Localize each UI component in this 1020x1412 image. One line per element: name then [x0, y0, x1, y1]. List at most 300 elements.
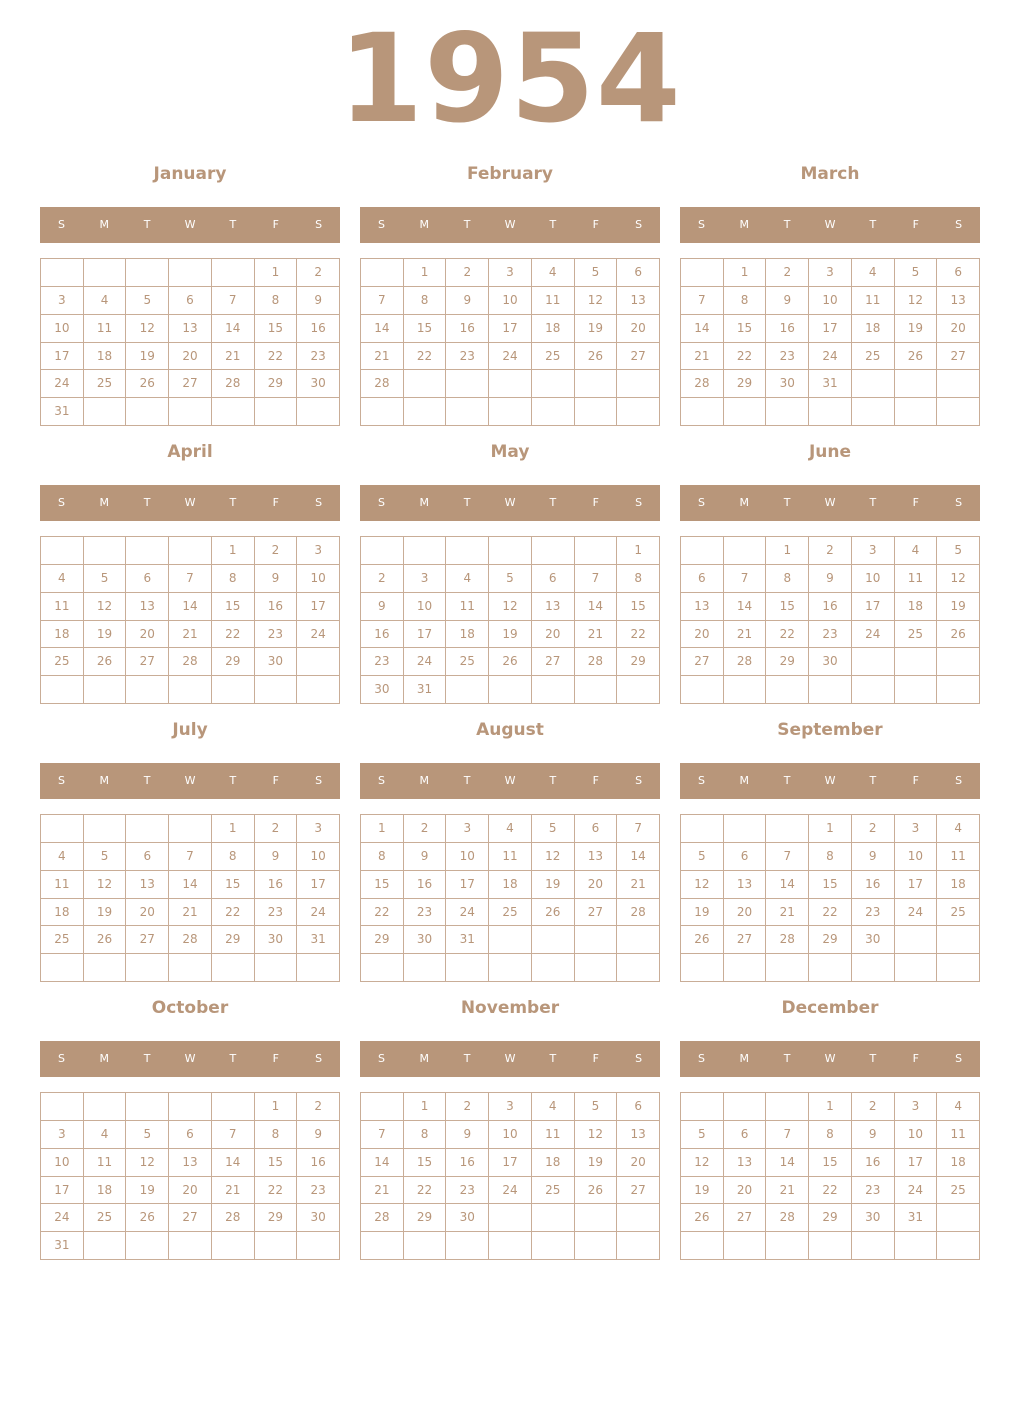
empty-day-cell [809, 954, 852, 982]
day-cell: 23 [852, 1177, 895, 1205]
weekday-label: W [504, 774, 516, 787]
day-cell: 27 [724, 1204, 767, 1232]
empty-day-cell [361, 537, 404, 565]
day-cell: 13 [532, 593, 575, 621]
weekday-label: S [377, 496, 385, 509]
day-cell: 25 [895, 621, 938, 649]
day-cell: 25 [532, 343, 575, 371]
weekday-label: T [229, 218, 237, 231]
empty-day-cell [895, 648, 938, 676]
empty-day-cell [489, 370, 532, 398]
day-cell: 16 [297, 1149, 340, 1177]
weekday-label: T [463, 774, 471, 787]
weekday-label: T [143, 218, 151, 231]
empty-day-cell [575, 370, 618, 398]
weekday-label: M [739, 774, 750, 787]
weekday-label: S [315, 218, 323, 231]
day-cell: 6 [126, 565, 169, 593]
day-cell: 12 [84, 871, 127, 899]
day-cell: 9 [446, 287, 489, 315]
day-cell: 17 [297, 871, 340, 899]
empty-day-cell [895, 676, 938, 704]
day-cell: 16 [297, 315, 340, 343]
day-cell: 26 [84, 648, 127, 676]
empty-day-cell [404, 398, 447, 426]
day-cell: 20 [681, 621, 724, 649]
day-cell: 3 [297, 815, 340, 843]
day-cell: 15 [724, 315, 767, 343]
weekday-label: F [592, 496, 599, 509]
day-cell: 14 [169, 593, 212, 621]
weekday-header [40, 207, 340, 243]
day-cell: 1 [404, 1093, 447, 1121]
day-cell: 26 [532, 899, 575, 927]
weekday-label: T [783, 218, 791, 231]
day-cell: 22 [212, 899, 255, 927]
day-cell: 27 [724, 926, 767, 954]
weekday-header [680, 1041, 980, 1077]
day-cell: 17 [895, 871, 938, 899]
day-cell: 3 [297, 537, 340, 565]
day-cell: 24 [895, 899, 938, 927]
day-cell: 28 [575, 648, 618, 676]
day-cell: 15 [809, 871, 852, 899]
day-cell: 13 [937, 287, 980, 315]
day-cell: 8 [212, 565, 255, 593]
day-cell: 8 [255, 1121, 298, 1149]
empty-day-cell [766, 676, 809, 704]
month-may [360, 428, 660, 704]
day-cell: 4 [41, 565, 84, 593]
weekday-label: T [143, 496, 151, 509]
day-cell: 21 [766, 1177, 809, 1205]
empty-day-cell [575, 954, 618, 982]
day-cell: 14 [681, 315, 724, 343]
empty-day-cell [575, 1232, 618, 1260]
empty-day-cell [681, 676, 724, 704]
day-cell: 9 [766, 287, 809, 315]
day-cell: 8 [809, 1121, 852, 1149]
day-cell: 19 [937, 593, 980, 621]
weekday-label: W [504, 496, 516, 509]
empty-day-cell [361, 954, 404, 982]
day-cell: 18 [937, 871, 980, 899]
day-cell: 12 [575, 1121, 618, 1149]
empty-day-cell [617, 398, 660, 426]
day-cell: 7 [361, 287, 404, 315]
day-cell: 18 [489, 871, 532, 899]
empty-day-cell [126, 954, 169, 982]
empty-day-cell [724, 1093, 767, 1121]
empty-day-cell [41, 537, 84, 565]
day-cell: 10 [446, 843, 489, 871]
day-cell: 13 [169, 1149, 212, 1177]
month-december [680, 984, 980, 1260]
month-name: June [808, 442, 852, 462]
empty-day-cell [489, 676, 532, 704]
day-cell: 15 [404, 1149, 447, 1177]
empty-day-cell [532, 370, 575, 398]
weekday-label: T [229, 496, 237, 509]
day-cell: 1 [617, 537, 660, 565]
day-cell: 30 [809, 648, 852, 676]
day-cell: 20 [575, 871, 618, 899]
empty-day-cell [937, 370, 980, 398]
day-cell: 29 [724, 370, 767, 398]
day-cell: 10 [489, 1121, 532, 1149]
empty-day-cell [84, 537, 127, 565]
empty-day-cell [724, 676, 767, 704]
day-cell: 17 [446, 871, 489, 899]
day-cell: 2 [446, 259, 489, 287]
day-cell: 11 [84, 315, 127, 343]
month-name: April [167, 442, 213, 462]
day-cell: 24 [41, 370, 84, 398]
day-cell: 28 [681, 370, 724, 398]
day-cell: 8 [404, 1121, 447, 1149]
empty-day-cell [937, 398, 980, 426]
month-march [680, 150, 980, 426]
day-cell: 4 [41, 843, 84, 871]
empty-day-cell [766, 398, 809, 426]
day-cell: 31 [895, 1204, 938, 1232]
day-cell: 12 [895, 287, 938, 315]
day-cell: 8 [361, 843, 404, 871]
day-cell: 13 [724, 1149, 767, 1177]
weekday-label: T [549, 774, 557, 787]
day-cell: 16 [446, 315, 489, 343]
empty-day-cell [255, 676, 298, 704]
day-cell: 12 [126, 315, 169, 343]
weekday-label: F [272, 496, 279, 509]
day-cell: 17 [297, 593, 340, 621]
empty-day-cell [575, 537, 618, 565]
day-cell: 7 [766, 843, 809, 871]
empty-day-cell [84, 815, 127, 843]
empty-day-cell [169, 537, 212, 565]
day-cell: 13 [617, 287, 660, 315]
weekday-label: F [272, 774, 279, 787]
weekday-label: T [549, 1052, 557, 1065]
day-cell: 13 [126, 871, 169, 899]
day-cell: 24 [297, 899, 340, 927]
day-cell: 1 [255, 259, 298, 287]
day-cell: 9 [297, 287, 340, 315]
empty-day-cell [84, 676, 127, 704]
empty-day-cell [255, 398, 298, 426]
weekday-label: T [869, 1052, 877, 1065]
day-cell: 23 [297, 343, 340, 371]
empty-day-cell [169, 259, 212, 287]
weekday-label: W [184, 1052, 196, 1065]
day-cell: 17 [852, 593, 895, 621]
month-name: January [153, 164, 227, 184]
day-cell: 22 [617, 621, 660, 649]
day-cell: 5 [84, 565, 127, 593]
empty-day-cell [766, 1093, 809, 1121]
day-cell: 6 [126, 843, 169, 871]
weekday-label: M [739, 496, 750, 509]
day-cell: 21 [766, 899, 809, 927]
day-cell: 12 [937, 565, 980, 593]
empty-day-cell [446, 676, 489, 704]
weekday-label: M [99, 496, 110, 509]
day-cell: 19 [681, 899, 724, 927]
day-grid [360, 258, 660, 426]
month-january [40, 150, 340, 426]
day-cell: 30 [766, 370, 809, 398]
day-cell: 2 [255, 537, 298, 565]
day-cell: 17 [41, 343, 84, 371]
day-cell: 29 [809, 1204, 852, 1232]
day-cell: 8 [404, 287, 447, 315]
empty-day-cell [404, 537, 447, 565]
day-cell: 25 [41, 926, 84, 954]
day-grid [360, 1092, 660, 1260]
day-cell: 23 [852, 899, 895, 927]
empty-day-cell [809, 398, 852, 426]
day-cell: 28 [169, 648, 212, 676]
day-cell: 7 [681, 287, 724, 315]
day-cell: 4 [84, 1121, 127, 1149]
day-cell: 13 [169, 315, 212, 343]
empty-day-cell [84, 398, 127, 426]
day-cell: 15 [212, 871, 255, 899]
day-cell: 31 [41, 398, 84, 426]
weekday-label: S [635, 496, 643, 509]
weekday-label: T [229, 1052, 237, 1065]
day-cell: 21 [361, 343, 404, 371]
day-cell: 18 [895, 593, 938, 621]
day-cell: 26 [126, 370, 169, 398]
day-grid [40, 1092, 340, 1260]
day-cell: 31 [809, 370, 852, 398]
day-cell: 24 [809, 343, 852, 371]
weekday-label: S [697, 774, 705, 787]
weekday-header [360, 1041, 660, 1077]
day-cell: 11 [489, 843, 532, 871]
day-cell: 21 [681, 343, 724, 371]
day-cell: 21 [724, 621, 767, 649]
empty-day-cell [937, 926, 980, 954]
day-cell: 18 [446, 621, 489, 649]
day-cell: 5 [84, 843, 127, 871]
day-cell: 23 [404, 899, 447, 927]
day-cell: 16 [255, 593, 298, 621]
day-cell: 5 [575, 1093, 618, 1121]
day-cell: 26 [895, 343, 938, 371]
weekday-label: T [783, 496, 791, 509]
empty-day-cell [361, 1093, 404, 1121]
weekday-label: S [955, 496, 963, 509]
weekday-label: T [229, 774, 237, 787]
day-cell: 21 [361, 1177, 404, 1205]
day-cell: 15 [361, 871, 404, 899]
weekday-label: S [635, 1052, 643, 1065]
day-cell: 27 [937, 343, 980, 371]
month-name: October [151, 998, 229, 1018]
day-cell: 1 [766, 537, 809, 565]
weekday-label: T [783, 774, 791, 787]
weekday-label: M [99, 774, 110, 787]
day-cell: 1 [212, 537, 255, 565]
day-cell: 30 [446, 1204, 489, 1232]
weekday-label: T [463, 218, 471, 231]
day-cell: 9 [255, 565, 298, 593]
day-cell: 24 [404, 648, 447, 676]
day-cell: 25 [446, 648, 489, 676]
weekday-label: M [419, 774, 430, 787]
day-cell: 26 [681, 1204, 724, 1232]
day-cell: 26 [937, 621, 980, 649]
day-cell: 12 [532, 843, 575, 871]
day-cell: 1 [809, 1093, 852, 1121]
weekday-label: S [57, 1052, 65, 1065]
day-cell: 20 [169, 343, 212, 371]
day-cell: 29 [809, 926, 852, 954]
empty-day-cell [41, 815, 84, 843]
month-name: May [490, 442, 530, 462]
day-cell: 7 [575, 565, 618, 593]
weekday-header [680, 485, 980, 521]
empty-day-cell [681, 398, 724, 426]
day-cell: 3 [489, 1093, 532, 1121]
day-cell: 25 [41, 648, 84, 676]
month-name: September [777, 720, 883, 740]
day-cell: 5 [489, 565, 532, 593]
day-cell: 29 [212, 648, 255, 676]
day-cell: 4 [937, 1093, 980, 1121]
day-cell: 14 [361, 315, 404, 343]
empty-day-cell [724, 815, 767, 843]
weekday-label: W [504, 1052, 516, 1065]
empty-day-cell [169, 954, 212, 982]
day-cell: 12 [575, 287, 618, 315]
empty-day-cell [937, 954, 980, 982]
day-cell: 20 [169, 1177, 212, 1205]
day-cell: 5 [126, 1121, 169, 1149]
day-cell: 29 [255, 370, 298, 398]
day-cell: 22 [766, 621, 809, 649]
empty-day-cell [255, 954, 298, 982]
weekday-label: S [377, 1052, 385, 1065]
day-cell: 4 [84, 287, 127, 315]
empty-day-cell [532, 1204, 575, 1232]
day-cell: 24 [489, 1177, 532, 1205]
empty-day-cell [297, 1232, 340, 1260]
empty-day-cell [575, 926, 618, 954]
weekday-header [360, 207, 660, 243]
day-cell: 29 [361, 926, 404, 954]
day-cell: 25 [84, 1204, 127, 1232]
day-cell: 3 [895, 815, 938, 843]
day-cell: 14 [724, 593, 767, 621]
day-cell: 17 [809, 315, 852, 343]
day-cell: 22 [404, 343, 447, 371]
empty-day-cell [575, 1204, 618, 1232]
weekday-label: S [377, 774, 385, 787]
empty-day-cell [489, 537, 532, 565]
weekday-label: S [315, 774, 323, 787]
day-cell: 6 [724, 1121, 767, 1149]
empty-day-cell [852, 398, 895, 426]
day-cell: 30 [297, 370, 340, 398]
weekday-label: S [635, 218, 643, 231]
day-cell: 1 [724, 259, 767, 287]
day-cell: 4 [446, 565, 489, 593]
day-grid [680, 814, 980, 982]
year-title: 1954 [338, 8, 682, 150]
empty-day-cell [446, 1232, 489, 1260]
empty-day-cell [446, 398, 489, 426]
weekday-label: S [955, 774, 963, 787]
empty-day-cell [169, 398, 212, 426]
day-cell: 7 [169, 565, 212, 593]
empty-day-cell [212, 259, 255, 287]
day-cell: 4 [895, 537, 938, 565]
day-cell: 26 [489, 648, 532, 676]
day-cell: 11 [532, 287, 575, 315]
weekday-label: F [592, 1052, 599, 1065]
weekday-label: F [272, 1052, 279, 1065]
day-cell: 1 [404, 259, 447, 287]
empty-day-cell [617, 954, 660, 982]
day-cell: 1 [809, 815, 852, 843]
weekday-label: W [824, 774, 836, 787]
day-cell: 31 [446, 926, 489, 954]
day-cell: 20 [937, 315, 980, 343]
day-cell: 11 [937, 1121, 980, 1149]
day-cell: 18 [532, 315, 575, 343]
empty-day-cell [681, 1093, 724, 1121]
day-cell: 12 [681, 871, 724, 899]
day-cell: 31 [297, 926, 340, 954]
empty-day-cell [617, 1204, 660, 1232]
day-cell: 29 [212, 926, 255, 954]
day-cell: 8 [255, 287, 298, 315]
day-cell: 31 [404, 676, 447, 704]
empty-day-cell [895, 1232, 938, 1260]
weekday-label: M [419, 1052, 430, 1065]
day-cell: 10 [895, 1121, 938, 1149]
weekday-label: T [549, 218, 557, 231]
month-name: November [460, 998, 560, 1018]
day-cell: 9 [852, 1121, 895, 1149]
empty-day-cell [937, 648, 980, 676]
day-cell: 4 [532, 259, 575, 287]
empty-day-cell [617, 370, 660, 398]
day-cell: 16 [255, 871, 298, 899]
weekday-label: F [912, 774, 919, 787]
day-cell: 30 [297, 1204, 340, 1232]
month-april [40, 428, 340, 704]
day-cell: 27 [532, 648, 575, 676]
empty-day-cell [852, 954, 895, 982]
day-cell: 16 [852, 1149, 895, 1177]
empty-day-cell [852, 1232, 895, 1260]
empty-day-cell [895, 926, 938, 954]
day-cell: 14 [575, 593, 618, 621]
day-grid [680, 1092, 980, 1260]
day-cell: 22 [361, 899, 404, 927]
day-cell: 13 [126, 593, 169, 621]
day-cell: 27 [617, 343, 660, 371]
empty-day-cell [766, 1232, 809, 1260]
day-cell: 13 [617, 1121, 660, 1149]
day-cell: 24 [41, 1204, 84, 1232]
day-cell: 29 [404, 1204, 447, 1232]
day-cell: 22 [255, 343, 298, 371]
